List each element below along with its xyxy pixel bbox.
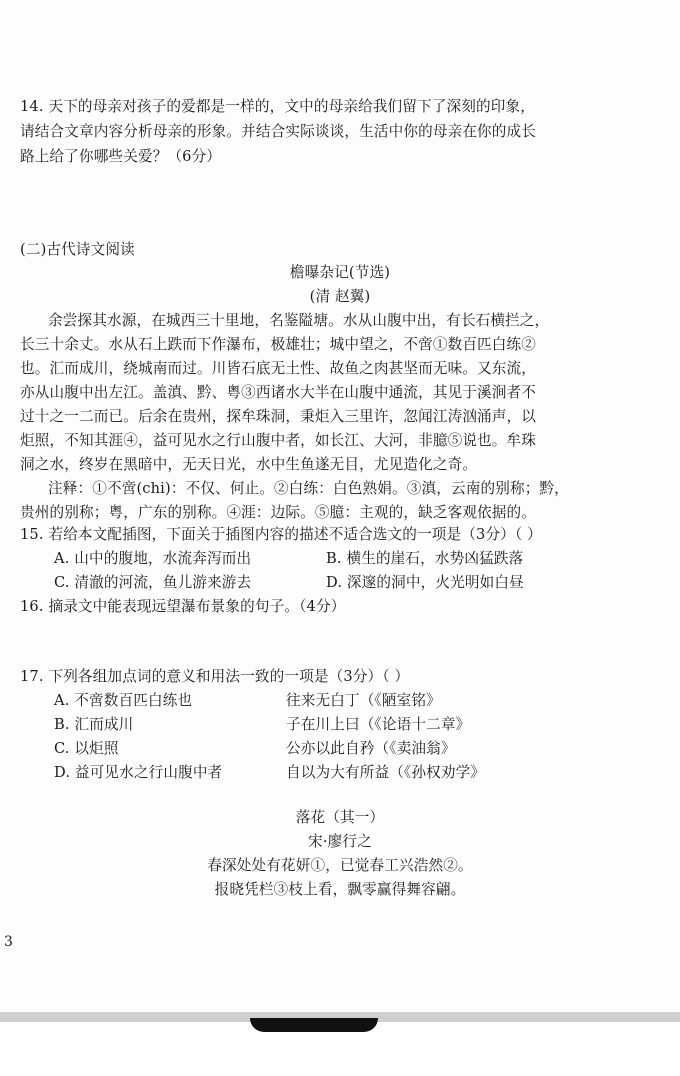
q17-stem: 17. 下列各组加点词的意义和用法一致的一项是（3分）（ ） <box>20 668 410 685</box>
q15-option-c: C. 清澈的河流，鱼儿游来游去 <box>54 574 252 591</box>
q17-option-b-left: B. 汇而成川 <box>54 716 134 733</box>
q15-option-a: A. 山中的腹地，水流奔泻而出 <box>54 550 252 567</box>
q14-line-3: 路上给了你哪些关爱？（6分） <box>20 148 222 165</box>
passage-line-7: 洞之水，终岁在黑暗中，无天日光，水中生鱼遂无目，尤见造化之奇。 <box>20 456 478 473</box>
q14-line-2: 请结合文章内容分析母亲的形象。并结合实际谈谈，生活中你的母亲在你的成长 <box>20 123 537 140</box>
q17-option-b-right: 子在川上曰（《论语十二章》 <box>286 716 471 733</box>
passage-title: 檐曝杂记(节选) <box>289 264 391 281</box>
passage-line-4: 亦从山腹中出左江。盖滇、黔、粤③西诸水大半在山腹中通流，其见于溪涧者不 <box>20 384 537 401</box>
q17-option-c-left: C. 以炬照 <box>54 740 119 757</box>
passage-line-2: 长三十余丈。水从石上跌而下作瀑布，极雄壮；城中望之，不啻①数百匹白练② <box>20 336 537 353</box>
poem-line-2: 报晓凭栏③枝上看，飘零赢得舞容翩。 <box>214 881 466 898</box>
passage-line-1: 余尝探其水源，在城西三十里地，名鉴隘塘。水从山腹中出，有长石横拦之， <box>48 312 550 329</box>
poem-line-1: 春深处处有花妍①，已觉春工兴浩然②。 <box>207 857 473 874</box>
passage-line-3: 也。汇而成川，绕城南而过。川皆石底无土性、故鱼之肉甚坚而无味。又东流， <box>20 360 537 377</box>
q15-stem: 15. 若给本文配插图，下面关于插图内容的描述不适合选文的一项是（3分）（ ） <box>20 526 542 543</box>
q16-stem: 16. 摘录文中能表现远望瀑布景象的句子。（4分） <box>20 598 346 615</box>
q17-option-c-right: 公亦以此自矜（《卖油翁》 <box>286 740 456 757</box>
q14-line-1: 14. 天下的母亲对孩子的爱都是一样的，文中的母亲给我们留下了深刻的印象， <box>20 98 535 115</box>
section-heading: (二)古代诗文阅读 <box>20 241 135 258</box>
notes-line-2: 贵州的别称；粤，广东的别称。④涯：边际。⑤臆：主观的，缺乏客观依据的。 <box>20 504 537 521</box>
page-number: 3 <box>4 934 13 950</box>
q15-option-d: D. 深邃的洞中，火光明如白昼 <box>326 574 524 591</box>
q17-option-a-left: A. 不啻数百匹白练也 <box>54 692 193 709</box>
passage-line-5: 过十之一二而已。后余在贵州，探牟珠洞，秉炬入三里许，忽闻江涛汹涌声，以 <box>20 408 537 425</box>
scan-shadow <box>250 1018 378 1032</box>
notes-line-1: 注释：①不啻(chi)：不仅、何止。②白练：白色熟娟。③滇，云南的别称；黔， <box>48 480 569 497</box>
poem-title: 落花（其一） <box>295 809 385 826</box>
q17-option-d-left: D. 益可见水之行山腹中者 <box>54 764 223 781</box>
q17-option-a-right: 往来无白丁（《陋室铭》 <box>286 692 441 709</box>
q15-option-b: B. 横生的崖石，水势凶猛跌落 <box>326 550 524 567</box>
q17-option-d-right: 自以为大有所益（《孙权劝学》 <box>286 764 486 781</box>
poem-author: 宋·廖行之 <box>308 833 372 850</box>
passage-author: (清 赵翼) <box>309 288 371 305</box>
passage-line-6: 炬照，不知其涯④，益可见水之行山腹中者，如长江、大河，非臆⑤说也。牟珠 <box>20 432 537 449</box>
